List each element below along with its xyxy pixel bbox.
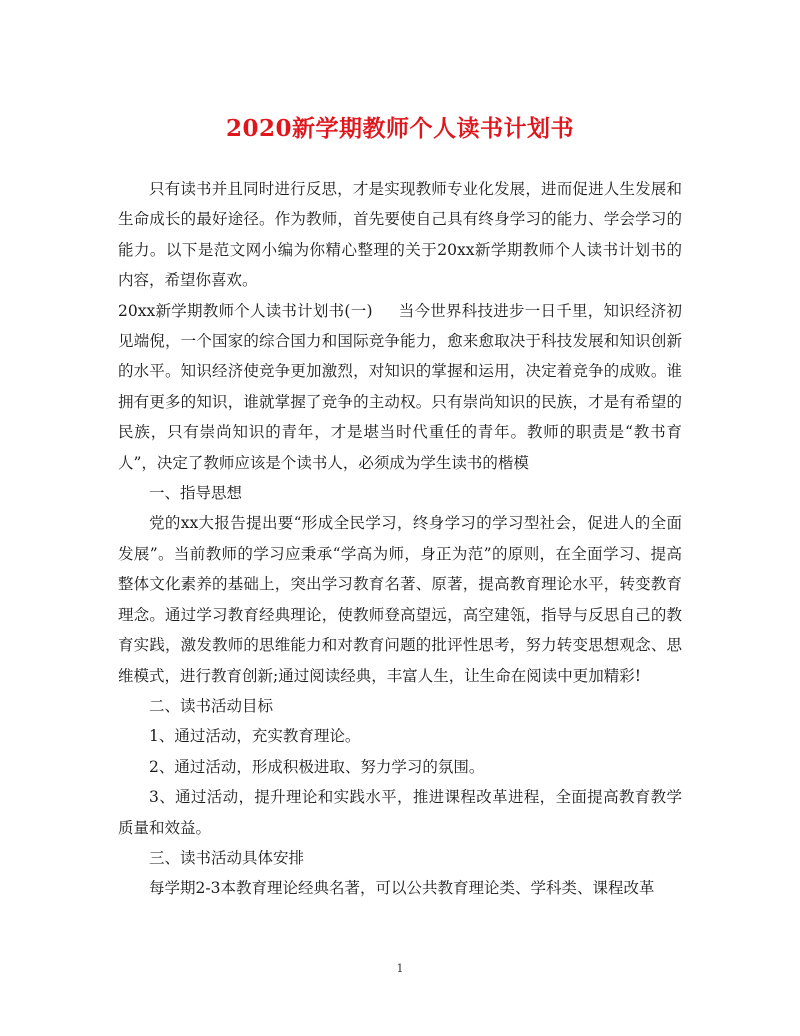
goal-item-2: 2、通过活动，形成积极进取、努力学习的氛围。 — [149, 757, 485, 776]
goal-item-3: 3、通过活动，提升理论和实践水平，推进课程改革进程，全面提高教育教学质量和效益。 — [118, 788, 682, 837]
intro-paragraph: 只有读书并且同时进行反思，才是实现教师专业化发展，进而促进人生发展和生命成长的最好途径。作为教师，首先要使自己具有终身学习的能力、学会学习的能力。以下是范文网小编为你精心整理的关于20xx新学期教师个人读书计划书的内容，希望你喜欢。 — [118, 180, 682, 290]
document-body — [118, 174, 682, 904]
heading-guiding-thought: 一、指导思想 — [149, 484, 243, 503]
section-paragraph — [118, 296, 682, 478]
schedule-paragraph: 每学期2-3本教育理论经典名著，可以公共教育理论类、学科类、课程改革 — [149, 879, 655, 898]
section-title: 20xx新学期教师个人读书计划书(一) — [118, 301, 373, 320]
heading-schedule: 三、读书活动具体安排 — [149, 848, 305, 867]
goal-item-1: 1、通过活动，充实教育理论。 — [149, 727, 361, 746]
heading-reading-goals: 二、读书活动目标 — [149, 696, 274, 715]
page-number: 1 — [396, 962, 404, 975]
document-title: 2020新学期教师个人读书计划书 — [225, 115, 574, 142]
section-body: 当今世界科技进步一日千里，知识经济初见端倪，一个国家的综合国力和国际竞争能力，愈来愈取决于科技发展和知识创新的水平。知识经济使竞争更加激烈，对知识的掌握和运用，决定着竞争的成败。谁拥有更多的知识，谁就掌握了竞争的主动权。只有崇尚知识的民族，才是有希望的民族，只有崇尚知识的青年，才是堪当时代重任的青年。教师的职责是“教书育人”，决定了教师应该是个读书人，必须成为学生读书的楷模 — [118, 301, 682, 472]
guiding-thought-paragraph: 党的xx大报告提出要“形成全民学习，终身学习的学习型社会，促进人的全面发展”。当前教师的学习应秉承“学高为师，身正为范”的原则，在全面学习、提高整体文化素养的基础上，突出学习教育名著、原著，提高教育理论水平，转变教育理念。通过学习教育经典理论，使教师登高望远，高空建瓴，指导与反思自己的教育实践，激发教师的思维能力和对教育问题的批评性思考，努力转变思想观念、思维模式，进行教育创新;通过阅读经典，丰富人生，让生命在阅读中更加精彩! — [118, 514, 682, 685]
